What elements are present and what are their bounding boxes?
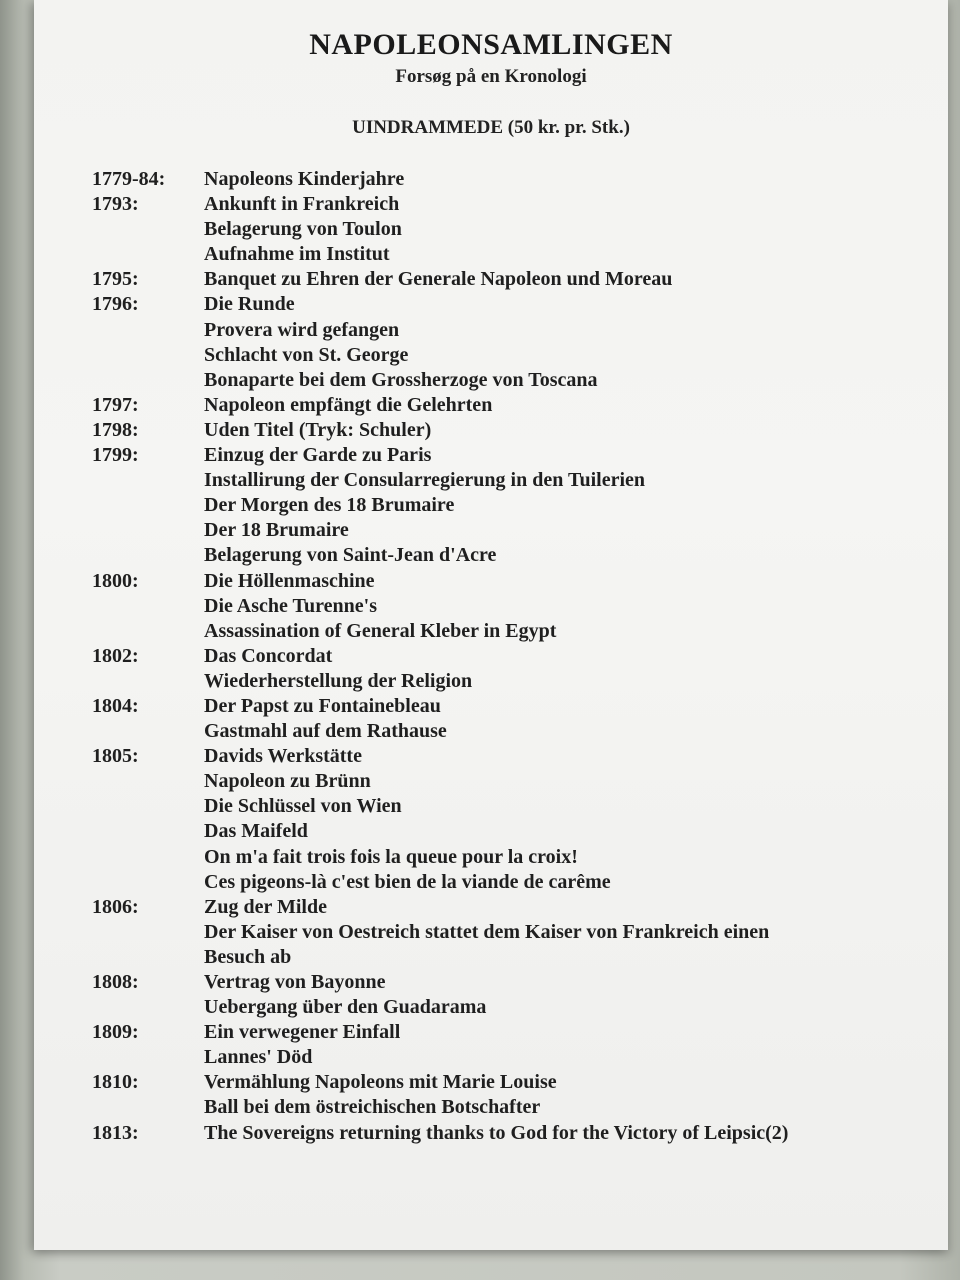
chronology-entry [92,318,922,343]
entry-title: Ein verwegener Einfall [204,1021,401,1044]
entry-title: Besuch ab [204,945,292,968]
entry-title: Uden Titel (Tryk: Schuler) [204,418,432,441]
entry-title: Provera wird gefangen [204,318,400,341]
entry-year: 1797: [92,393,139,416]
entry-title: Der Papst zu Fontainebleau [204,694,441,717]
entry-title: Das Concordat [204,644,333,667]
chronology-entry [92,468,922,493]
chronology-entry [92,1070,922,1095]
chronology-entry [92,594,922,619]
chronology-entry [92,267,922,292]
entry-title: Vermählung Napoleons mit Marie Louise [204,1071,557,1094]
chronology-entry [92,393,922,418]
entry-title: Banquet zu Ehren der Generale Napoleon und Moreau [204,268,673,291]
document-title: NAPOLEONSAMLINGEN [309,28,673,61]
chronology-entry [92,619,922,644]
entry-title: Davids Werkstätte [204,745,362,768]
entry-year: 1806: [92,895,139,918]
entry-year: 1810: [92,1071,139,1094]
entry-title: Einzug der Garde zu Paris [204,444,432,467]
chronology-entry [92,569,922,594]
entry-title: Die Schlüssel von Wien [204,795,402,818]
entry-title: Die Höllenmaschine [204,569,375,592]
entry-title: Gastmahl auf dem Rathause [204,720,447,743]
chronology-entry [92,669,922,694]
entry-title: Napoleons Kinderjahre [204,168,405,190]
entry-title: Aufnahme im Institut [204,243,390,266]
entry-title: Die Runde [204,293,295,316]
chronology-entry [92,292,922,317]
entry-year: 1813: [92,1121,139,1144]
entry-year: 1800: [92,569,139,592]
chronology-entry [92,995,922,1020]
chronology-entry [92,769,922,794]
chronology-entry [92,518,922,543]
chronology-entry [92,819,922,844]
entry-year: 1798: [92,418,139,441]
entry-year: 1804: [92,694,139,717]
chronology-entry [92,895,922,920]
entry-title: The Sovereigns returning thanks to God for the Victory of Leipsic(2) [204,1121,789,1144]
chronology-entry [92,443,922,468]
entry-title: Belagerung von Toulon [204,218,402,241]
entry-year: 1799: [92,444,139,467]
chronology-entry [92,845,922,870]
chronology-entry [92,1020,922,1045]
entry-title: Installirung der Consularregierung in den Tuilerien [204,469,646,492]
entry-year: 1809: [92,1021,139,1044]
entry-title: Uebergang über den Guadarama [204,996,487,1019]
chronology-entry [92,1095,922,1120]
document-subtitle: Forsøg på en Kronologi [395,66,587,87]
entry-title: Der 18 Brumaire [204,519,349,542]
entry-title: Der Kaiser von Oestreich stattet dem Kaiser von Frankreich einen [204,920,770,943]
entry-title: Assassination of General Kleber in Egypt [204,619,557,642]
chronology-entry [92,920,922,945]
chronology-entry [92,368,922,393]
entry-title: Belagerung von Saint-Jean d'Acre [204,544,497,567]
entry-year: 1795: [92,268,139,291]
entry-title: Napoleon zu Brünn [204,770,371,793]
entry-year: 1802: [92,644,139,667]
entry-title: Lannes' Död [204,1046,313,1069]
chronology-entry [92,343,922,368]
entry-title: Ces pigeons-là c'est bien de la viande de carême [204,870,611,893]
entry-title: Wiederherstellung der Religion [204,669,473,692]
chronology-entry [92,242,922,267]
chronology-entry [92,1121,922,1146]
chronology-entry [92,1045,922,1070]
chronology-entry [92,744,922,769]
entry-year: 1796: [92,293,139,316]
entry-title: Napoleon empfängt die Gelehrten [204,393,493,416]
chronology-entry [92,217,922,242]
chronology-entry [92,418,922,443]
entry-title: Ankunft in Frankreich [204,193,400,216]
chronology-entry [92,794,922,819]
entry-title: Schlacht von St. George [204,343,409,366]
chronology-entry [92,543,922,568]
chronology-entry [92,719,922,744]
chronology-entry [92,167,922,192]
entry-title: Die Asche Turenne's [204,594,377,617]
entry-year: 1779-84: [92,168,166,190]
entry-title: Das Maifeld [204,820,308,843]
chronology-entry [92,970,922,995]
chronology-entry [92,192,922,217]
entry-year: 1793: [92,193,139,216]
paper-sheet [34,0,948,1250]
entry-title: Zug der Milde [204,895,327,918]
entry-year: 1808: [92,971,139,993]
chronology-list [92,167,922,1146]
entry-title: Bonaparte bei dem Grossherzoge von Toscana [204,368,598,391]
entry-year: 1805: [92,745,139,768]
chronology-entry [92,493,922,518]
entry-title: Vertrag von Bayonne [204,971,386,993]
chronology-entry [92,644,922,669]
section-heading: UINDRAMMEDE (50 kr. pr. Stk.) [352,117,630,138]
chronology-entry [92,945,922,970]
entry-title: Ball bei dem östreichischen Botschafter [204,1096,541,1119]
entry-title: Der Morgen des 18 Brumaire [204,494,455,517]
entry-title: On m'a fait trois fois la queue pour la croix! [204,845,578,868]
chronology-entry [92,870,922,895]
chronology-entry [92,694,922,719]
